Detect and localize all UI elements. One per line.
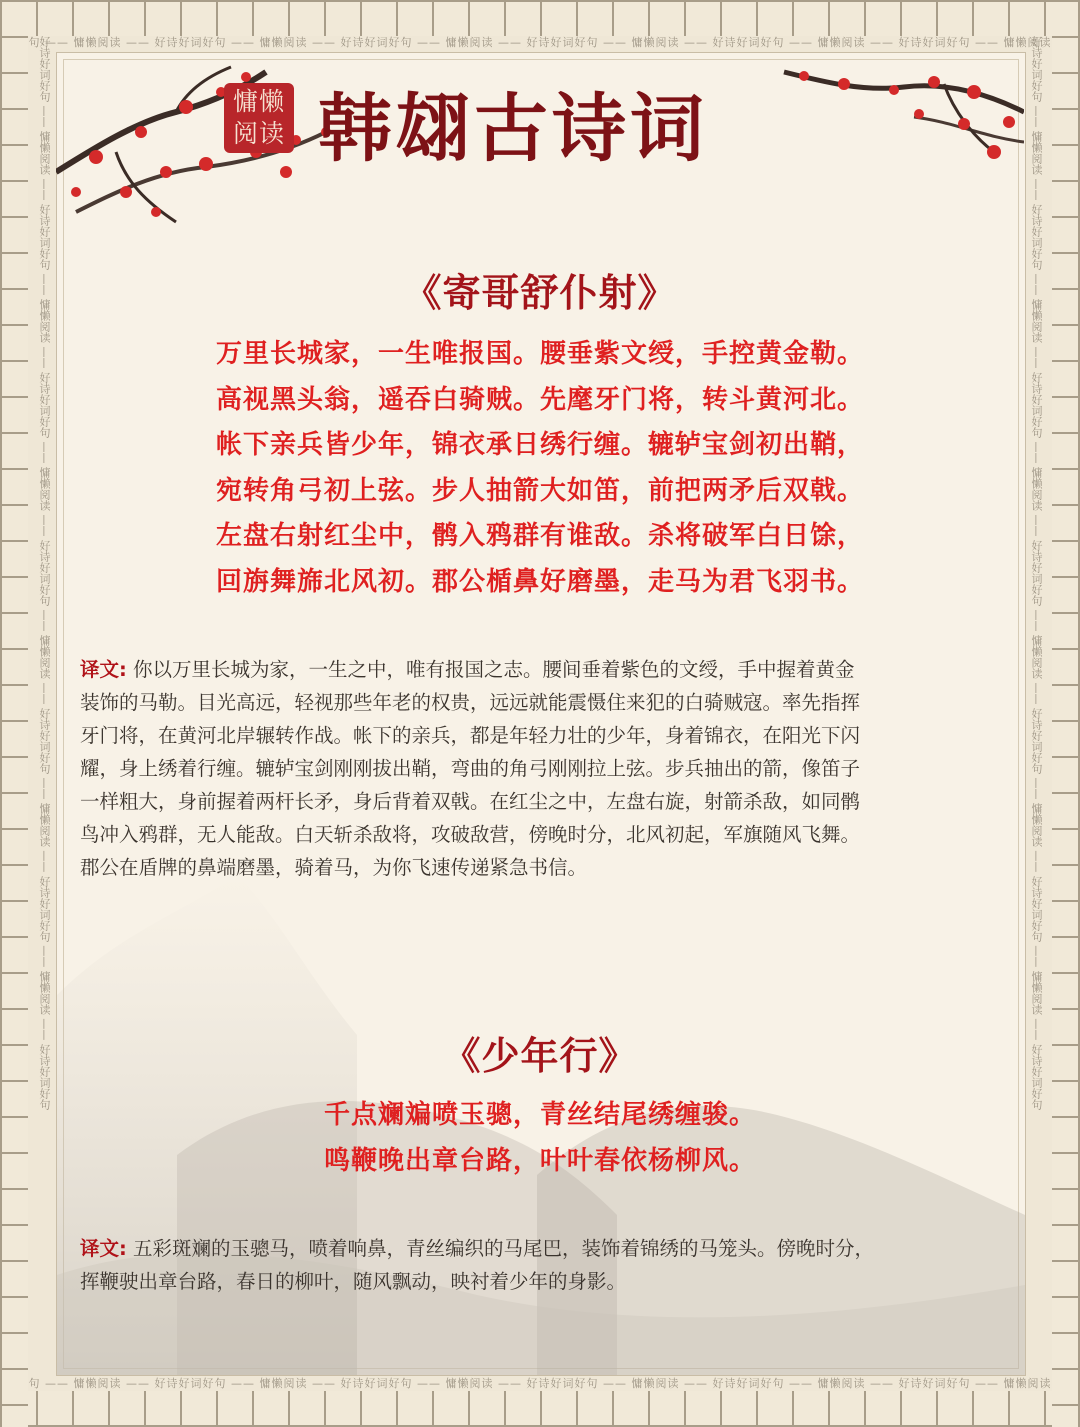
translation-line: 耀，身上绣着行缠。辘轳宝剑刚刚拔出鞘，弯曲的角弓刚刚拉上弦。步兵抽出的箭，像笛子 bbox=[80, 757, 861, 780]
poem-title-1: 《寄哥舒仆射》 bbox=[403, 271, 677, 315]
fret-border-bottom bbox=[0, 1391, 1080, 1427]
seal-text-line1: 慵懒 bbox=[232, 87, 285, 116]
border-text-bottom: 句 —— 慵懒阅读 —— 好诗好词好句 —— 慵懒阅读 —— 好诗好词好句 —— 慵懒阅读 —— 好诗好词好句 —— 慵懒阅读 —— 好诗好词好句 —— 慵懒阅读 —— 好诗好词好句 —— 慵懒阅读 bbox=[28, 1377, 1052, 1390]
border-text-top: 句 —— 慵懒阅读 —— 好诗好词好句 —— 慵懒阅读 —— 好诗好词好句 —— 慵懒阅读 —— 好诗好词好句 —— 慵懒阅读 —— 好诗好词好句 —— 慵懒阅读 —— 好诗好词好句 —— 慵懒阅读 bbox=[28, 36, 1052, 49]
fret-border-right bbox=[1052, 0, 1080, 1427]
poem-line: 高视黑头翁，遥吞白骑贼。先麾牙门将，转斗黄河北。 bbox=[215, 384, 864, 415]
poem-line: 宛转角弓初上弦。步人抽箭大如笛，前把两矛后双戟。 bbox=[215, 475, 864, 506]
poem-line: 万里长城家，一生唯报国。腰垂紫文绶，手控黄金勒。 bbox=[215, 339, 864, 369]
translation-1 bbox=[80, 653, 1020, 884]
translation-line: 挥鞭驶出章台路，春日的柳叶，随风飘动，映衬着少年的身影。 bbox=[80, 1270, 627, 1293]
border-text-right: 好诗好词好句 —— 慵懒阅读 —— 好诗好词好句 —— 慵懒阅读 —— 好诗好词好句 —— 慵懒阅读 —— 好诗好词好句 —— 慵懒阅读 —— 好诗好词好句 —— 慵懒阅读 —— 好诗好词好句 —— 慵懒阅读 —— 好诗好词好句 bbox=[1030, 36, 1043, 1110]
translation-label: 译文: bbox=[80, 658, 127, 681]
seal-text-line2: 阅读 bbox=[232, 119, 285, 148]
page-title: 韩翃古诗词 bbox=[318, 86, 708, 172]
translation-line: 牙门将，在黄河北岸辗转作战。帐下的亲兵，都是年轻力壮的少年，身着锦衣，在阳光下闪 bbox=[80, 724, 861, 747]
poem-line: 左盘右射红尘中，鹘入鸦群有谁敌。杀将破军白日馀， bbox=[215, 521, 864, 551]
translation-label: 译文: bbox=[80, 1237, 127, 1260]
seal-stamp bbox=[224, 83, 294, 153]
poem-body-2 bbox=[0, 1093, 1080, 1184]
translation-line: 鸟冲入鸦群，无人能敌。白天斩杀敌将，攻破敌营，傍晚时分，北风初起，军旗随风飞舞。 bbox=[80, 823, 861, 846]
poem-body-1 bbox=[0, 332, 1080, 605]
translation-line: 郡公在盾牌的鼻端磨墨，骑着马，为你飞速传递紧急书信。 bbox=[80, 856, 588, 879]
translation-line: 译文: 你以万里长城为家，一生之中，唯有报国之志。腰间垂着紫色的文绶，手中握着黄金 bbox=[80, 658, 855, 681]
poem-line: 帐下亲兵皆少年，锦衣承日绣行缠。辘轳宝剑初出鞘， bbox=[215, 430, 864, 460]
poem-line: 回旃舞旆北风初。郡公楯鼻好磨墨，走马为君飞羽书。 bbox=[215, 566, 864, 597]
translation-line: 译文: 五彩斑斓的玉骢马，喷着响鼻，青丝编织的马尾巴，装饰着锦绣的马笼头。傍晚时分， bbox=[80, 1237, 875, 1260]
poem-title-2: 《少年行》 bbox=[442, 1034, 638, 1078]
translation-line: 装饰的马勒。目光高远，轻视那些年老的权贵，远远就能震慑住来犯的白骑贼寇。率先指挥 bbox=[80, 691, 861, 714]
fret-border-left bbox=[0, 0, 28, 1427]
border-text-left: 好诗好词好句 —— 慵懒阅读 —— 好诗好词好句 —— 慵懒阅读 —— 好诗好词好句 —— 慵懒阅读 —— 好诗好词好句 —— 慵懒阅读 —— 好诗好词好句 —— 慵懒阅读 —— 好诗好词好句 —— 慵懒阅读 —— 好诗好词好句 bbox=[38, 36, 51, 1110]
translation-2 bbox=[80, 1232, 1020, 1298]
plum-branch-right bbox=[744, 52, 1024, 202]
poem-line: 鸣鞭晚出章台路，叶叶春依杨柳风。 bbox=[323, 1145, 756, 1176]
translation-line: 一样粗大，身前握着两杆长矛，身后背着双戟。在红尘之中，左盘右旋，射箭杀敌，如同鹘 bbox=[80, 790, 861, 813]
fret-border-top bbox=[0, 0, 1080, 36]
poem-line: 千点斓斒喷玉骢，青丝结尾绣缠骏。 bbox=[323, 1100, 756, 1130]
